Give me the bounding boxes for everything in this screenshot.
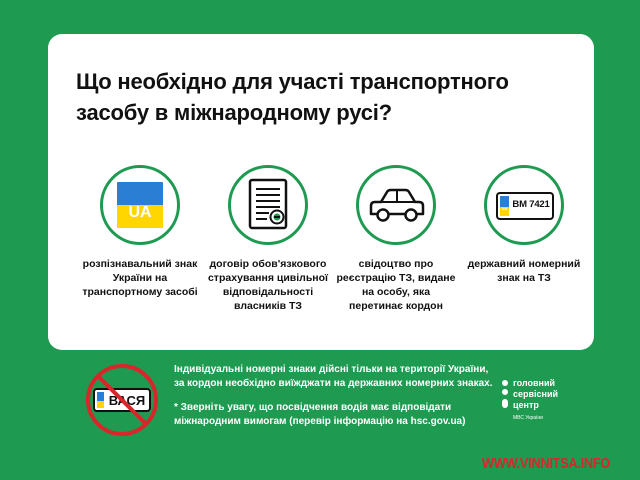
car-icon	[356, 165, 436, 245]
logo-name-line1: головний	[513, 378, 556, 388]
custom-plate-text: ВАСЯ	[108, 393, 146, 408]
license-remark: * Зверніть увагу, що посвідчення водія має відповідати міжнародним вимогам (перевір інформацію на hsc.gov.ua)	[174, 402, 466, 427]
plate-validity-note: Індивідуальні номерні знаки дійсні тільки на території України, за кордон необхідно виїжджати на державних номерних знаках.	[174, 364, 493, 389]
requirement-ua-sign	[78, 165, 202, 299]
hsc-logo-icon	[500, 379, 510, 409]
license-plate-icon	[484, 165, 564, 245]
prohibited-sign-icon	[84, 362, 160, 438]
requirement-registration	[334, 165, 458, 313]
ua-badge-text: UA	[128, 204, 152, 221]
logo-name-line2: сервісний	[513, 389, 559, 399]
requirements-list	[78, 165, 581, 325]
logo-subtitle: МВС України	[513, 415, 543, 421]
requirement-label: свідоцтво про реєстрацію ТЗ, видане на особу, яка перетинає кордон	[336, 258, 456, 312]
logo-name-line3: центр	[513, 400, 539, 410]
notes-block	[174, 363, 494, 439]
requirement-insurance	[206, 165, 330, 313]
requirement-label: договір обов'язкового страхування цивільної відповідальності власників ТЗ	[207, 258, 329, 312]
page-title: Що необхідно для участі транспортного засобу в міжнародному русі?	[76, 69, 509, 125]
requirement-label: розпізнавальний знак України на транспортному засобі	[82, 258, 198, 298]
requirement-license-plate	[462, 165, 586, 285]
watermark: WWW.VINNITSA.INFO	[482, 456, 611, 472]
hsc-logo	[500, 379, 570, 439]
plate-number: ВМ 7421	[512, 199, 550, 210]
ua-flag-icon	[100, 165, 180, 245]
plate-country-code: UA	[501, 206, 508, 211]
insurance-document-icon	[228, 165, 308, 245]
requirement-label: державний номерний знак на ТЗ	[467, 258, 581, 284]
